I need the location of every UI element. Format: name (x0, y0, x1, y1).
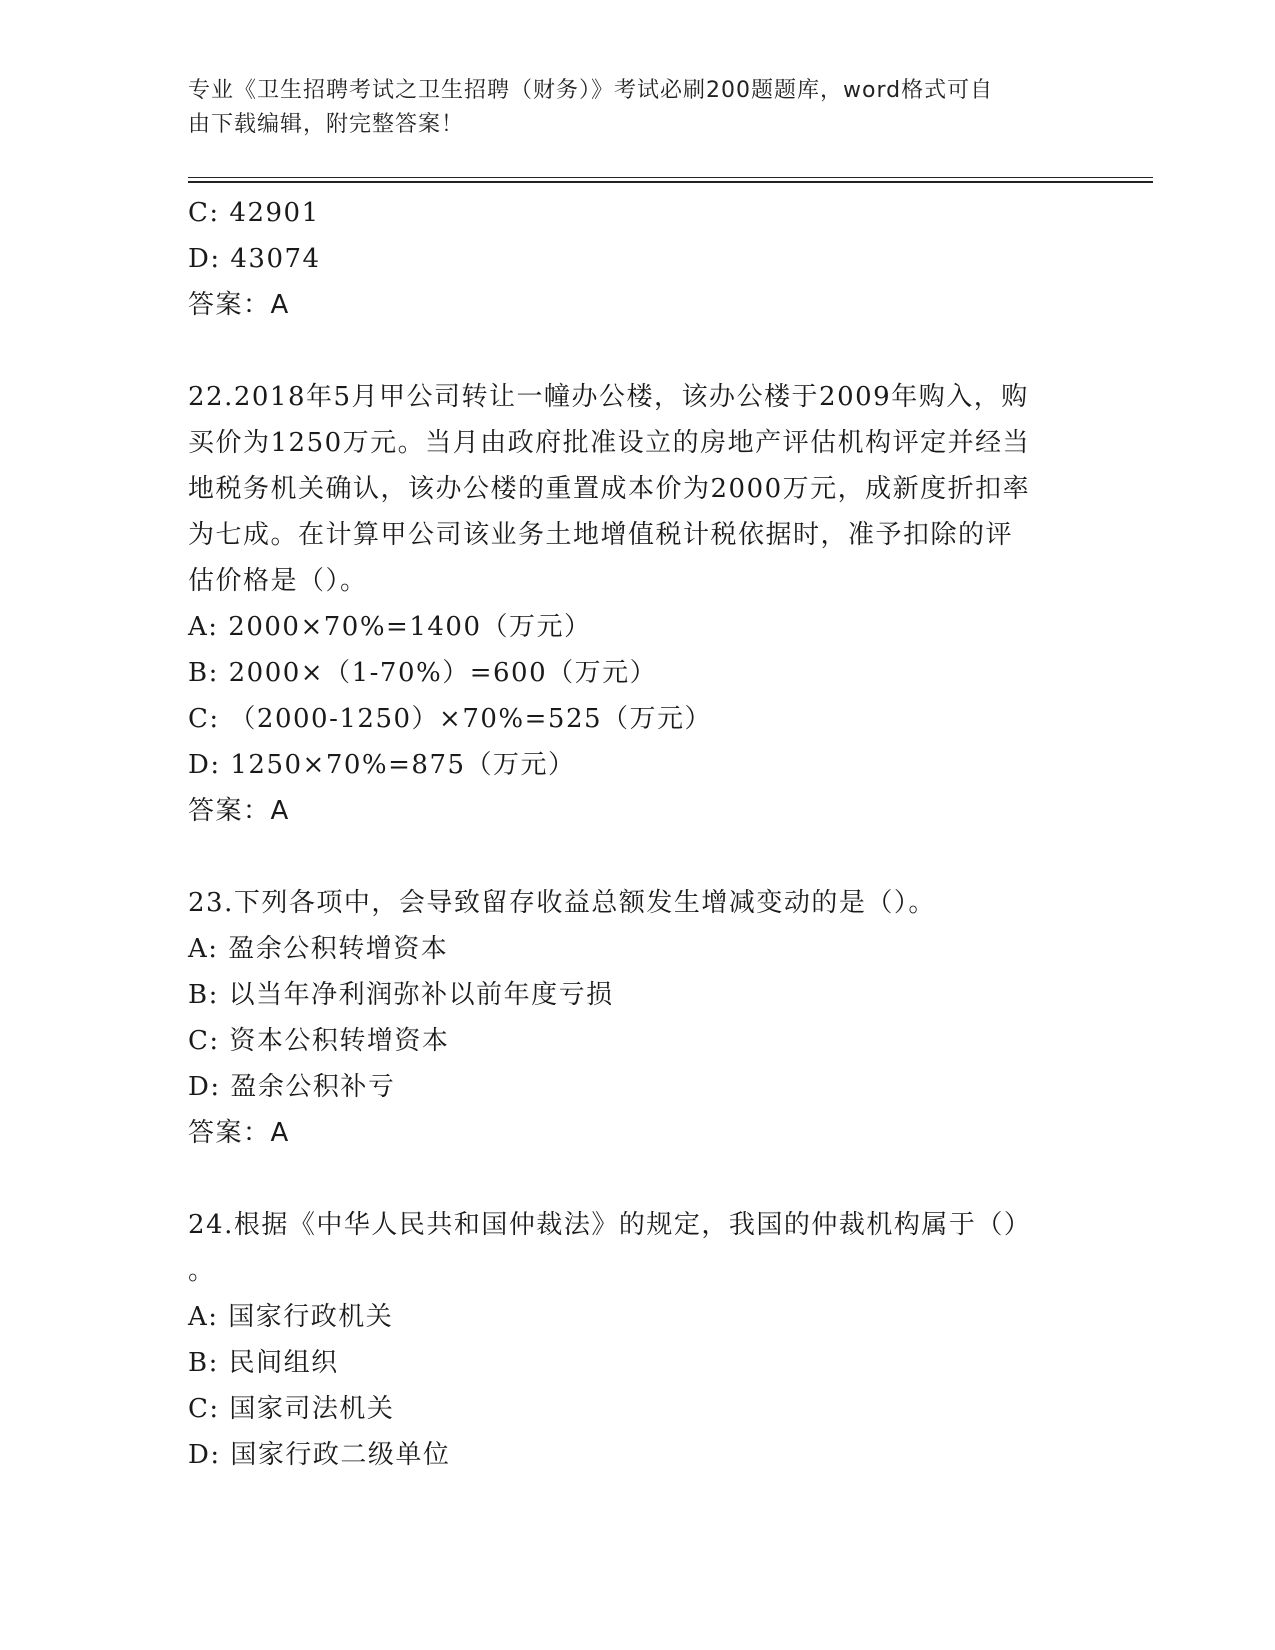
spacer (188, 328, 1088, 374)
q22-option-d: D: 1250×70%=875（万元） (188, 750, 576, 780)
q24-option-a: A: 国家行政机关 (188, 1302, 394, 1332)
q22-stem-line-3: 地税务机关确认，该办公楼的重置成本价为2000万元，成新度折扣率 (188, 474, 1031, 504)
q23-answer: 答案：A (188, 1118, 290, 1148)
q23-option-c: C: 资本公积转增资本 (188, 1026, 450, 1056)
q23-option-d: D: 盈余公积补亏 (188, 1072, 396, 1102)
q22-stem-line-5: 估价格是（）。 (188, 566, 368, 596)
q22-answer: 答案：A (188, 796, 290, 826)
q21-option-c: C: 42901 (188, 198, 320, 228)
q21-answer: 答案：A (188, 290, 290, 320)
q24-option-b: B: 民间组织 (188, 1348, 339, 1378)
question-content (188, 190, 1088, 1478)
q23-option-a: A: 盈余公积转增资本 (188, 934, 449, 964)
document-header (188, 74, 1068, 142)
header-divider-thick (188, 181, 1153, 183)
header-divider-thin (188, 177, 1153, 178)
q22-option-b: B: 2000×（1-70%）=600（万元） (188, 658, 658, 688)
spacer (188, 834, 1088, 880)
q22-stem-line-1: 22.2018年5月甲公司转让一幢办公楼，该办公楼于2009年购入，购 (188, 382, 1029, 412)
q21-option-d: D: 43074 (188, 244, 321, 274)
q24-stem-line-2: 。 (188, 1256, 216, 1286)
q24-option-d: D: 国家行政二级单位 (188, 1440, 451, 1470)
header-line-2: 由下载编辑，附完整答案！ (188, 112, 465, 137)
header-line-1: 专业《卫生招聘考试之卫生招聘（财务）》考试必刷200题题库，word格式可自 (188, 78, 994, 103)
q23-stem: 23.下列各项中，会导致留存收益总额发生增减变动的是（）。 (188, 888, 936, 918)
q22-option-a: A: 2000×70%=1400（万元） (188, 612, 592, 642)
q23-option-b: B: 以当年净利润弥补以前年度亏损 (188, 980, 614, 1010)
q22-stem-line-4: 为七成。在计算甲公司该业务土地增值税计税依据时，准予扣除的评 (188, 520, 1014, 550)
q24-stem-line-1: 24.根据《中华人民共和国仲裁法》的规定，我国的仲裁机构属于（） (188, 1210, 1032, 1240)
q22-stem-line-2: 买价为1250万元。当月由政府批准设立的房地产评估机构评定并经当 (188, 428, 1031, 458)
spacer (188, 1156, 1088, 1202)
q24-option-c: C: 国家司法机关 (188, 1394, 395, 1424)
q22-option-c: C: （2000-1250）×70%=525（万元） (188, 704, 713, 734)
